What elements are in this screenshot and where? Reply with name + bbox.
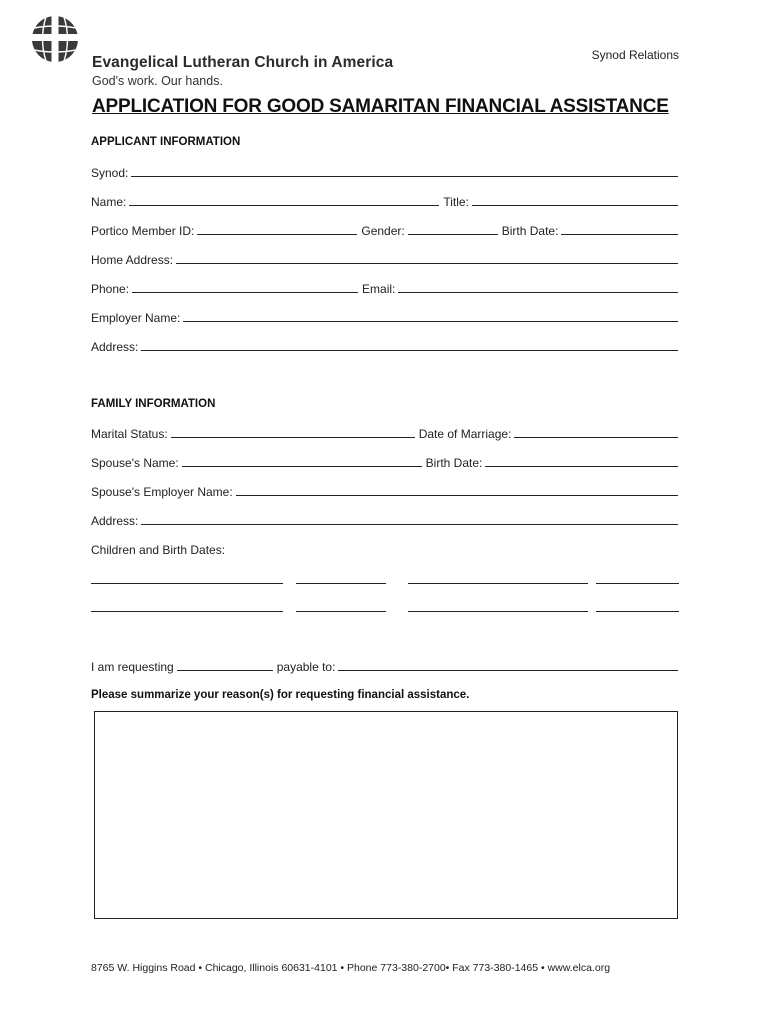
spouse-name-field[interactable] [182,466,422,467]
email-label: Email: [362,282,396,296]
summary-prompt: Please summarize your reason(s) for requesting financial assistance. [91,689,470,701]
phone-row [91,278,678,296]
applicant-section-heading: APPLICANT INFORMATION [91,136,241,148]
child-birth-date-field[interactable] [296,583,386,584]
title-field[interactable] [472,205,678,206]
family-address-label: Address: [91,514,139,528]
reason-textarea[interactable] [94,711,678,919]
address-field[interactable] [141,350,678,351]
spouse-birth-label: Birth Date: [425,456,483,470]
form-title: APPLICATION FOR GOOD SAMARITAN FINANCIAL ASSISTANCE [92,96,669,117]
child-birth-date-field[interactable] [596,583,679,584]
family-section-heading: FAMILY INFORMATION [91,398,216,410]
home-address-label: Home Address: [91,253,174,267]
synod-label: Synod: [91,166,129,180]
marital-row [91,423,678,441]
child-name-field[interactable] [408,583,588,584]
children-label: Children and Birth Dates: [91,543,226,557]
email-field[interactable] [398,292,678,293]
address-label: Address: [91,340,139,354]
birth-date-field[interactable] [561,234,678,235]
name-row [91,191,678,209]
portico-row [91,220,678,238]
synod-field[interactable] [131,176,678,177]
synod-row [91,162,678,180]
payable-label: payable to: [276,660,336,674]
amount-field[interactable] [177,670,273,671]
marriage-date-label: Date of Marriage: [418,427,512,441]
phone-field[interactable] [132,292,358,293]
phone-label: Phone: [91,282,130,296]
elca-cross-globe-icon [30,14,80,64]
marital-status-label: Marital Status: [91,427,168,441]
child-row-2 [91,603,679,615]
employer-field[interactable] [183,321,678,322]
request-row [91,656,678,674]
spouse-row [91,452,678,470]
payable-to-field[interactable] [338,670,678,671]
gender-label: Gender: [361,224,405,238]
spouse-employer-label: Spouse's Employer Name: [91,485,233,499]
birth-date-label: Birth Date: [501,224,559,238]
portico-field[interactable] [197,234,357,235]
gender-field[interactable] [408,234,498,235]
requesting-label: I am requesting [91,660,174,674]
footer-contact: 8765 W. Higgins Road • Chicago, Illinois 60631-4101 • Phone 773-380-2700• Fax 773-380-1465 • www.elca.org [91,962,611,974]
child-birth-date-field[interactable] [596,611,679,612]
employer-row [91,307,678,325]
department-label: Synod Relations [591,48,679,62]
name-field[interactable] [129,205,439,206]
family-address-row [91,510,678,528]
address-row [91,336,678,354]
spouse-birth-field[interactable] [485,466,678,467]
child-name-field[interactable] [91,611,283,612]
child-name-field[interactable] [408,611,588,612]
portico-label: Portico Member ID: [91,224,195,238]
title-label: Title: [443,195,469,209]
home-address-field[interactable] [176,263,678,264]
org-name: Evangelical Lutheran Church in America [92,54,394,71]
name-label: Name: [91,195,127,209]
marriage-date-field[interactable] [514,437,678,438]
spouse-employer-row [91,481,678,499]
spouse-employer-field[interactable] [236,495,678,496]
employer-label: Employer Name: [91,311,181,325]
children-row [91,539,678,557]
tagline: God's work. Our hands. [92,74,223,88]
child-name-field[interactable] [91,583,283,584]
marital-status-field[interactable] [171,437,415,438]
child-birth-date-field[interactable] [296,611,386,612]
home-address-row [91,249,678,267]
child-row-1 [91,575,679,587]
spouse-name-label: Spouse's Name: [91,456,179,470]
family-address-field[interactable] [141,524,678,525]
